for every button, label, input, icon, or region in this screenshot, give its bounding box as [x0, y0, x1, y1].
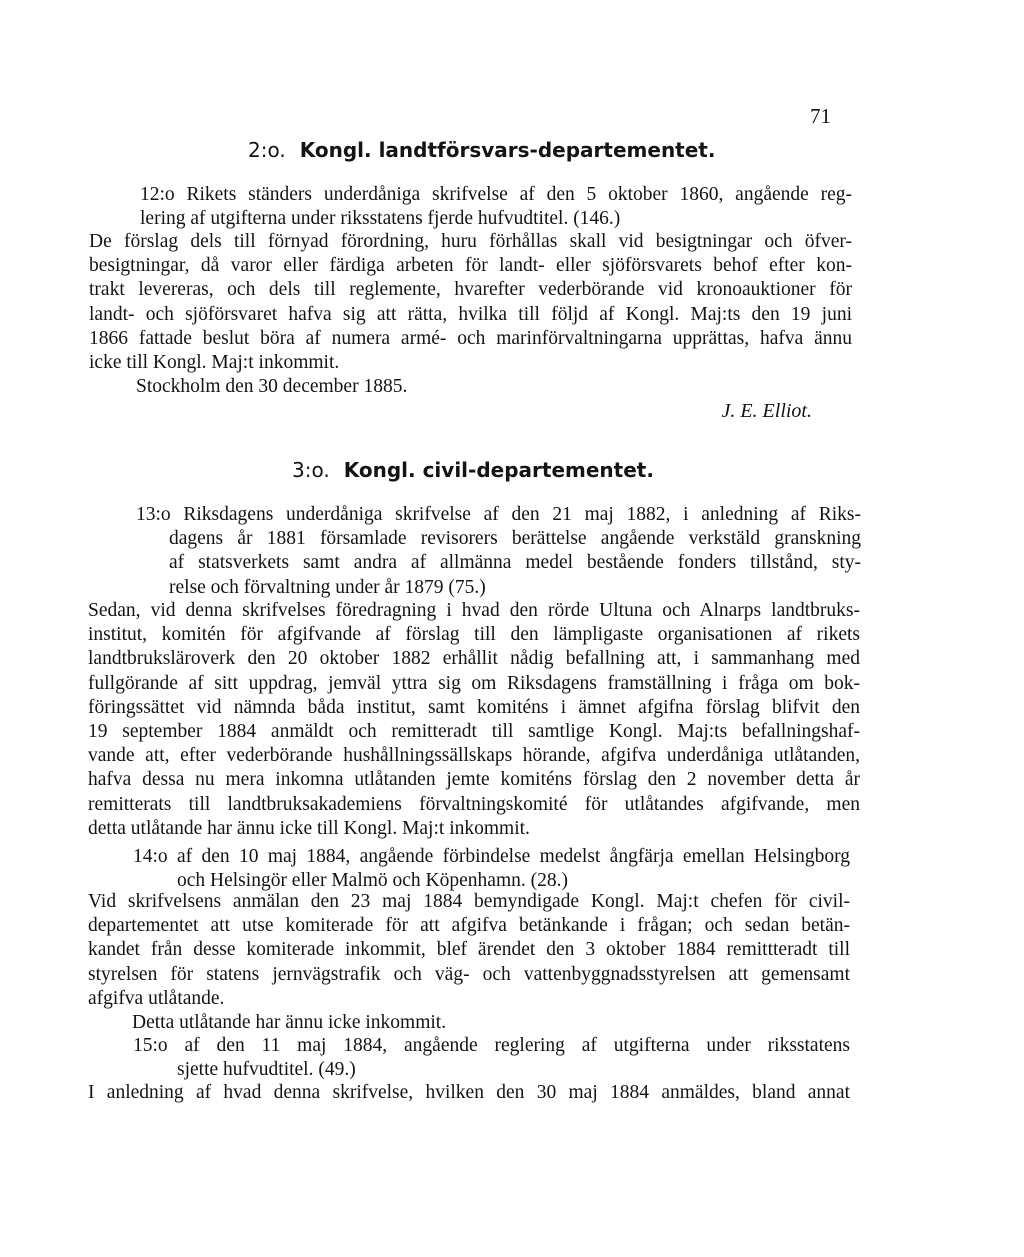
section-number: 2:o. [248, 138, 286, 162]
body-line: icke till Kongl. Maj:t inkommit. [89, 351, 340, 373]
place-date: Stockholm den 30 december 1885. [136, 376, 408, 398]
body-line: vande att, efter vederbörande hushållningssällskaps hörande, afgifva underdåniga utlåtanden, [88, 745, 860, 767]
heading-line: och Helsingör eller Malmö och Köpenhamn. (28.) [177, 870, 568, 892]
item-12-heading [140, 183, 852, 231]
heading-line: sjette hufvudtitel. (49.) [177, 1059, 356, 1081]
body-line: remitterats till landtbruksakademiens förvaltningskomité för utlåtandes afgifvande, men [88, 793, 860, 815]
body-line: besigtningar, då varor eller färdiga arbeten för landt- eller sjöförsvarets behof efter kon- [89, 255, 852, 277]
heading-line: relse och förvaltning under år 1879 (75.) [169, 576, 486, 598]
closing-line: Detta utlåtande har ännu icke inkommit. [132, 1011, 447, 1033]
page-number: 71 [810, 104, 831, 128]
body-line: departementet att utse komiterade för att afgifva betänkande i frågan; och sedan betän- [88, 915, 850, 937]
item-14-heading [133, 845, 850, 893]
body-line: landt- och sjöförsvaret hafva sig att rätta, hvilka till följd af Kongl. Maj:ts den 19 juni [89, 303, 852, 325]
body-line: trakt levereras, och dels till reglemente, hvarefter vederbörande vid kronoauktioner för [89, 279, 852, 301]
body-line: 1866 fattade beslut böra af numera armé- och marinförvaltningarna upprättas, hafva ännu [89, 327, 852, 349]
body-line: hafva dessa nu mera inkomna utlåtanden jemte komiténs förslag den 2 november detta år [88, 769, 860, 791]
section-title: Kongl. landtförsvars-departementet. [299, 138, 716, 162]
section-heading-landtforsvar [248, 138, 715, 162]
item-13-heading [133, 503, 861, 600]
body-line: 19 september 1884 anmäldt och remitteradt till samtlige Kongl. Maj:ts befallningshaf- [88, 720, 860, 742]
section-title: Kongl. civil-departementet. [343, 458, 654, 482]
body-line: styrelsen för statens jernvägstrafik och väg- och vattenbyggnadsstyrelsen att gemensamt [88, 963, 850, 985]
section-heading-civil [292, 458, 654, 482]
body-line: afgifva utlåtande. [88, 987, 225, 1009]
body-line: Vid skrifvelsens anmälan den 23 maj 1884 bemyndigade Kongl. Maj:t chefen för civil- [88, 891, 850, 912]
heading-line: lering af utgifterna under riksstatens fjerde hufvudtitel. (146.) [140, 208, 621, 230]
body-line: I anledning af hvad denna skrifvelse, hvilken den 30 maj 1884 anmäldes, bland annat [88, 1082, 850, 1103]
item-15-heading [133, 1034, 850, 1082]
body-line: landtbruksläroverk den 20 oktober 1882 erhållit nådig befallning att, i sammanhang med [88, 648, 860, 670]
heading-line: dagens år 1881 församlade revisorers berättelse angående verkstäld granskning [169, 528, 861, 550]
body-line: detta utlåtande har ännu icke till Kongl. Maj:t inkommit. [88, 817, 530, 839]
heading-line: af statsverkets samt andra af allmänna medel bestående fonders tillstånd, sty- [169, 552, 861, 574]
heading-line: 13:o Riksdagens underdåniga skrifvelse af den 21 maj 1882, i anledning af Riks- [136, 504, 861, 525]
item-14-body [88, 890, 850, 1035]
heading-line: 15:o af den 11 maj 1884, angående reglering af utgifterna under riksstatens [133, 1035, 850, 1056]
item-13-body [88, 599, 860, 841]
heading-line: 14:o af den 10 maj 1884, angående förbindelse medelst ångfärja emellan Helsingborg [133, 846, 850, 867]
body-line: kandet från desse komiterade inkommit, blef ärendet den 3 oktober 1884 remittteradt till [88, 939, 850, 961]
signature: J. E. Elliot. [721, 400, 812, 422]
body-line: Sedan, vid denna skrifvelses föredragning i hvad den rörde Ultuna och Alnarps landtbruks- [88, 600, 860, 621]
item-12-body [89, 230, 852, 399]
body-line: föringssättet vid nämnda båda institut, samt komiténs i ämnet afgifna förslag blifvit den [88, 696, 860, 718]
body-line: fullgörande af sitt uppdrag, jemväl yttra sig om Riksdagens framställning i fråga om bok- [88, 672, 860, 694]
item-15-body [88, 1081, 850, 1105]
body-line: institut, komitén för afgifvande af förslag till den lämpligaste organisationen af rikets [88, 624, 860, 646]
section-number: 3:o. [292, 458, 330, 482]
body-line: De förslag dels till förnyad förordning, huru förhållas skall vid besigtningar och öfver- [89, 231, 852, 252]
heading-line: 12:o Rikets ständers underdåniga skrifvelse af den 5 oktober 1860, angående reg- [140, 184, 852, 205]
